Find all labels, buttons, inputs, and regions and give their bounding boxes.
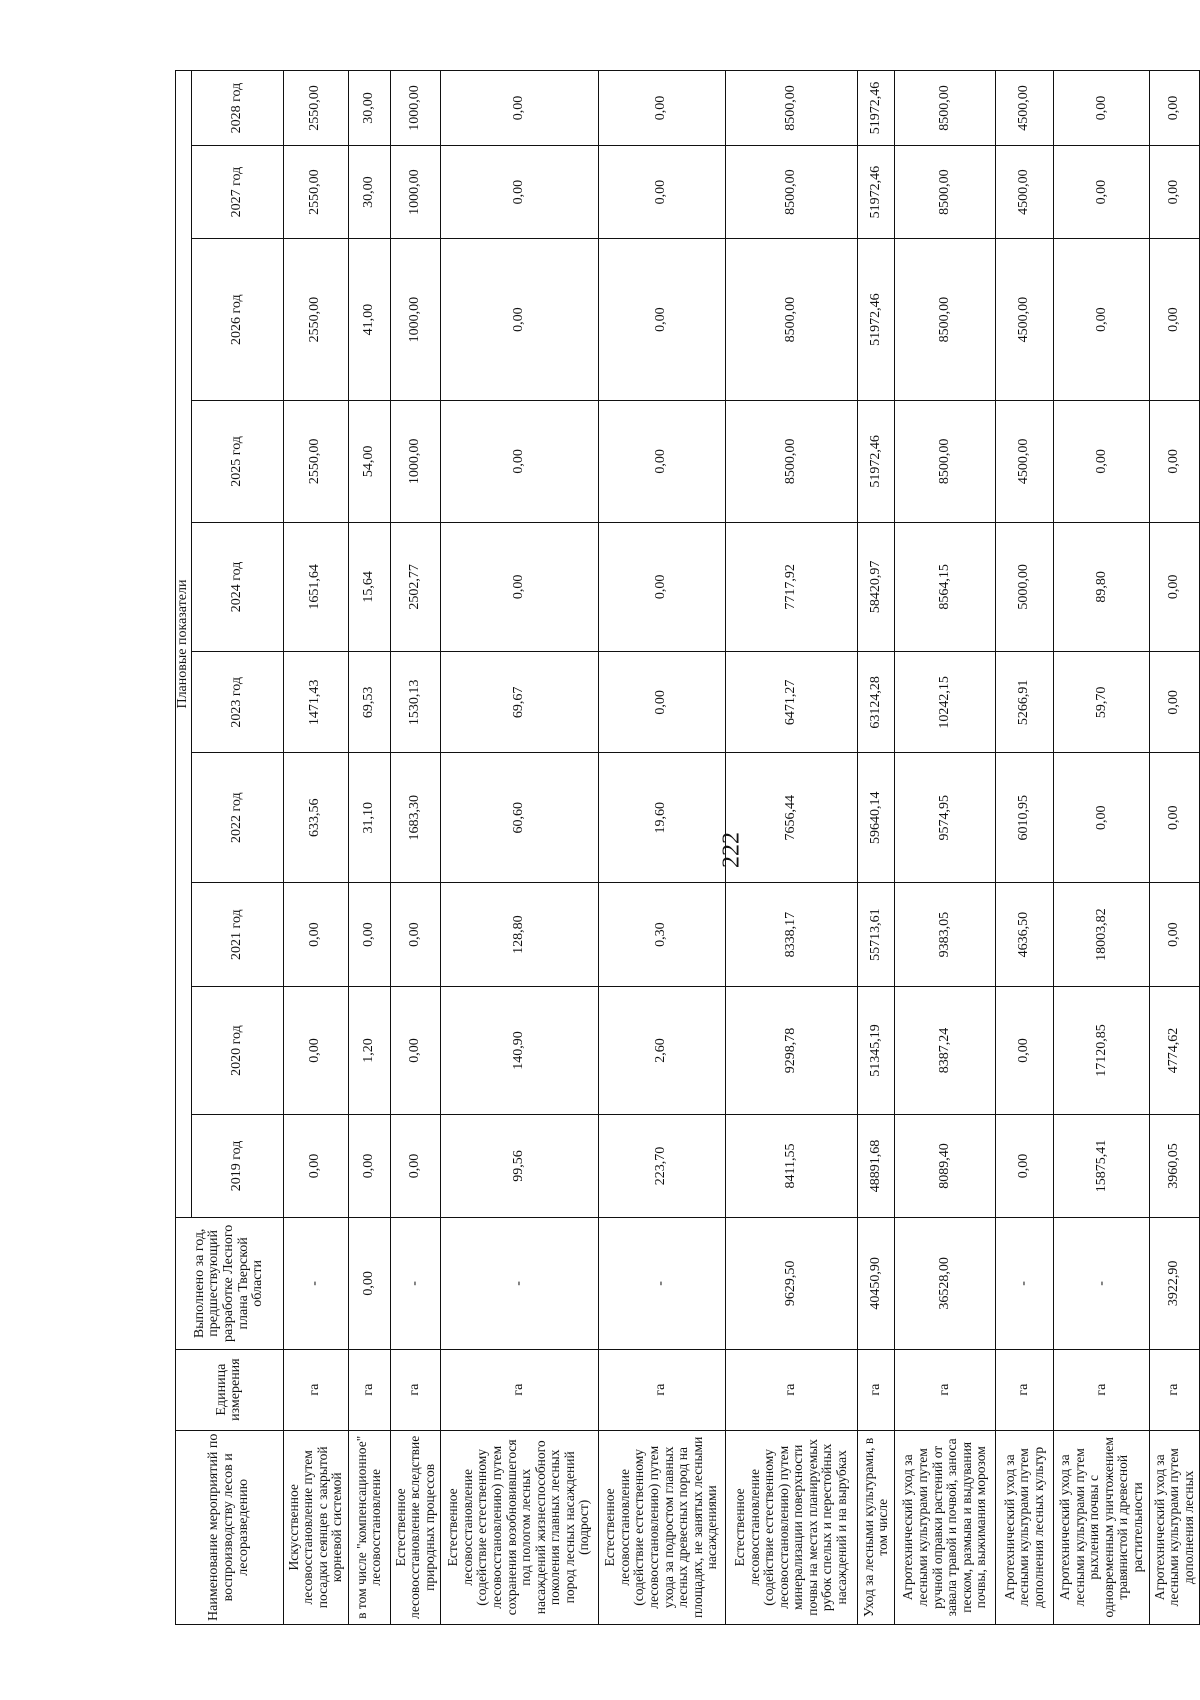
row-value: 10242,15 — [895, 652, 996, 753]
row-value: 18003,82 — [1054, 883, 1150, 987]
rotated-table-wrapper — [175, 70, 1200, 1625]
row-value: 19,60 — [598, 753, 725, 883]
row-value: 8338,17 — [725, 883, 858, 987]
row-value: 6010,95 — [996, 753, 1054, 883]
header-year: 2019 год — [191, 1114, 283, 1217]
row-value: 8387,24 — [895, 987, 996, 1115]
row-value: 0,00 — [598, 239, 725, 401]
header-done: Выполнено за год, предшествующий разработке Лесного плана Тверской области — [176, 1218, 284, 1350]
row-value: 3960,05 — [1150, 1114, 1200, 1217]
row-done: 9629,50 — [725, 1218, 858, 1350]
row-value: 89,80 — [1054, 522, 1150, 652]
row-unit: га — [1054, 1349, 1150, 1430]
row-value: 0,00 — [1150, 401, 1200, 522]
row-unit: га — [440, 1349, 598, 1430]
row-unit: га — [1150, 1349, 1200, 1430]
row-value: 0,00 — [598, 652, 725, 753]
row-value: 0,00 — [283, 987, 348, 1115]
row-value: 4500,00 — [996, 401, 1054, 522]
row-unit: га — [348, 1349, 390, 1430]
row-value: 2502,77 — [391, 522, 441, 652]
row-value: 9383,05 — [895, 883, 996, 987]
row-value: 0,00 — [440, 146, 598, 239]
row-value: 59640,14 — [858, 753, 895, 883]
table-row — [348, 71, 390, 1625]
row-value: 0,00 — [1054, 71, 1150, 146]
row-value: 0,00 — [598, 71, 725, 146]
row-name: в том числе "компенсационное" лесовосстановление — [348, 1430, 390, 1624]
row-value: 8500,00 — [895, 239, 996, 401]
row-value: 4500,00 — [996, 71, 1054, 146]
row-unit: га — [725, 1349, 858, 1430]
table-row — [283, 71, 348, 1625]
row-value: 0,00 — [391, 1114, 441, 1217]
row-value: 0,00 — [598, 146, 725, 239]
header-year: 2025 год — [191, 401, 283, 522]
row-value: 63124,28 — [858, 652, 895, 753]
row-value: 0,00 — [391, 987, 441, 1115]
row-value: 59,70 — [1054, 652, 1150, 753]
row-value: 1,20 — [348, 987, 390, 1115]
row-value: 31,10 — [348, 753, 390, 883]
row-value: 48891,68 — [858, 1114, 895, 1217]
row-value: 8500,00 — [725, 239, 858, 401]
row-value: 6471,27 — [725, 652, 858, 753]
row-name: Агротехнический уход за лесными культурами путем ручной оправки растений от завала травой и почвой, заноса песком, размыва и выдувания почвы, выжимания морозом — [895, 1430, 996, 1624]
row-value: 54,00 — [348, 401, 390, 522]
row-value: 8500,00 — [725, 146, 858, 239]
row-value: 0,00 — [1054, 239, 1150, 401]
row-value: 0,00 — [440, 71, 598, 146]
table-row — [895, 71, 996, 1625]
row-value: 60,60 — [440, 753, 598, 883]
row-value: 0,00 — [440, 239, 598, 401]
row-value: 0,00 — [283, 883, 348, 987]
row-value: 9298,78 — [725, 987, 858, 1115]
row-value: 0,00 — [996, 987, 1054, 1115]
row-value: 0,00 — [1150, 239, 1200, 401]
row-done: 40450,90 — [858, 1218, 895, 1350]
row-done: 36528,00 — [895, 1218, 996, 1350]
row-value: 9574,95 — [895, 753, 996, 883]
row-value: 8500,00 — [895, 401, 996, 522]
row-value: 8564,15 — [895, 522, 996, 652]
header-unit: Единица измерения — [176, 1349, 284, 1430]
row-value: 1000,00 — [391, 239, 441, 401]
row-value: 51972,46 — [858, 71, 895, 146]
row-value: 41,00 — [348, 239, 390, 401]
row-value: 4500,00 — [996, 239, 1054, 401]
row-value: 69,53 — [348, 652, 390, 753]
row-unit: га — [391, 1349, 441, 1430]
row-value: 4774,62 — [1150, 987, 1200, 1115]
row-value: 0,00 — [1150, 71, 1200, 146]
row-value: 0,00 — [1054, 753, 1150, 883]
row-value: 8411,55 — [725, 1114, 858, 1217]
row-name: Агротехнический уход за лесными культурами путем дополнения лесных культур — [996, 1430, 1054, 1624]
row-value: 17120,85 — [1054, 987, 1150, 1115]
row-unit: га — [996, 1349, 1054, 1430]
row-name: Естественное лесовосстановление (содействие естественному лесовосстановлению) путем сохранения возобновившегося под пологом лесных насаждений жизнеспособного поколения главных лесных пород лесных насаждений (подрост) — [440, 1430, 598, 1624]
row-value: 8500,00 — [895, 146, 996, 239]
row-value: 1530,13 — [391, 652, 441, 753]
row-done: - — [996, 1218, 1054, 1350]
row-value: 140,90 — [440, 987, 598, 1115]
row-value: 1000,00 — [391, 401, 441, 522]
table-row — [440, 71, 598, 1625]
table-row — [996, 71, 1054, 1625]
row-value: 69,67 — [440, 652, 598, 753]
row-value: 128,80 — [440, 883, 598, 987]
row-name: Естественное лесовосстановление вследствие природных процессов — [391, 1430, 441, 1624]
row-name: Естественное лесовосстановление (содействие естественному лесовосстановлению) путем ухода за подростом главных лесных древесных пород на площадях, не занятых лесными насаждениями — [598, 1430, 725, 1624]
row-value: 7656,44 — [725, 753, 858, 883]
header-year: 2021 год — [191, 883, 283, 987]
row-value: 4500,00 — [996, 146, 1054, 239]
row-name: Агротехнический уход за лесными культурами путем дополнения лесных — [1150, 1430, 1200, 1624]
row-value: 0,00 — [1150, 753, 1200, 883]
row-value: 1471,43 — [283, 652, 348, 753]
row-value: 0,00 — [391, 883, 441, 987]
row-value: 8500,00 — [725, 71, 858, 146]
row-value: 2550,00 — [283, 71, 348, 146]
row-name: Искусственное лесовосстановление путем посадки сеянцев с закрытой корневой системой — [283, 1430, 348, 1624]
row-unit: га — [858, 1349, 895, 1430]
row-value: 0,00 — [1150, 883, 1200, 987]
row-value: 1000,00 — [391, 146, 441, 239]
row-value: 30,00 — [348, 71, 390, 146]
row-value: 0,00 — [1054, 401, 1150, 522]
row-value: 7717,92 — [725, 522, 858, 652]
header-year: 2024 год — [191, 522, 283, 652]
row-value: 1683,30 — [391, 753, 441, 883]
header-name: Наименование мероприятий по воспроизводству лесов и лесоразведению — [176, 1430, 284, 1624]
row-value: 5266,91 — [996, 652, 1054, 753]
header-year: 2022 год — [191, 753, 283, 883]
header-year: 2026 год — [191, 239, 283, 401]
row-name: Уход за лесными культурами, в том числе — [858, 1430, 895, 1624]
row-value: 15,64 — [348, 522, 390, 652]
row-value: 0,00 — [440, 401, 598, 522]
row-value: 2,60 — [598, 987, 725, 1115]
row-done: - — [391, 1218, 441, 1350]
row-value: 51972,46 — [858, 401, 895, 522]
row-value: 15875,41 — [1054, 1114, 1150, 1217]
row-value: 8500,00 — [725, 401, 858, 522]
row-done: - — [598, 1218, 725, 1350]
row-unit: га — [895, 1349, 996, 1430]
row-value: 0,00 — [440, 522, 598, 652]
row-value: 0,00 — [1150, 146, 1200, 239]
row-done: - — [283, 1218, 348, 1350]
row-value: 2550,00 — [283, 239, 348, 401]
header-year: 2027 год — [191, 146, 283, 239]
row-value: 0,00 — [996, 1114, 1054, 1217]
row-value: 8500,00 — [895, 71, 996, 146]
row-value: 99,56 — [440, 1114, 598, 1217]
header-year: 2020 год — [191, 987, 283, 1115]
row-value: 51345,19 — [858, 987, 895, 1115]
row-done: 0,00 — [348, 1218, 390, 1350]
row-done: - — [440, 1218, 598, 1350]
row-done: 3922,90 — [1150, 1218, 1200, 1350]
row-value: 2550,00 — [283, 146, 348, 239]
table-row — [1150, 71, 1200, 1625]
forest-plan-table — [175, 70, 1200, 1625]
row-value: 0,00 — [598, 522, 725, 652]
row-unit: га — [283, 1349, 348, 1430]
row-value: 30,00 — [348, 146, 390, 239]
table-row — [1054, 71, 1150, 1625]
header-year: 2028 год — [191, 71, 283, 146]
row-value: 58420,97 — [858, 522, 895, 652]
row-value: 5000,00 — [996, 522, 1054, 652]
header-year: 2023 год — [191, 652, 283, 753]
row-done: - — [1054, 1218, 1150, 1350]
row-name: Агротехнический уход за лесными культурами путем рыхления почвы с одновременным уничтожением травянистой и древесной растительности — [1054, 1430, 1150, 1624]
row-value: 55713,61 — [858, 883, 895, 987]
row-value: 1000,00 — [391, 71, 441, 146]
row-value: 0,00 — [348, 883, 390, 987]
page-number: 222 — [718, 832, 745, 868]
table-row — [598, 71, 725, 1625]
row-value: 1651,64 — [283, 522, 348, 652]
row-value: 0,00 — [598, 401, 725, 522]
header-plan-group: Плановые показатели — [176, 71, 192, 1218]
row-value: 4636,50 — [996, 883, 1054, 987]
row-value: 0,00 — [348, 1114, 390, 1217]
table-row — [858, 71, 895, 1625]
row-value: 633,56 — [283, 753, 348, 883]
row-value: 0,00 — [1150, 652, 1200, 753]
row-value: 2550,00 — [283, 401, 348, 522]
row-value: 51972,46 — [858, 146, 895, 239]
row-value: 0,00 — [1054, 146, 1150, 239]
table-row — [725, 71, 858, 1625]
row-value: 51972,46 — [858, 239, 895, 401]
row-value: 223,70 — [598, 1114, 725, 1217]
row-value: 0,30 — [598, 883, 725, 987]
row-unit: га — [598, 1349, 725, 1430]
row-value: 8089,40 — [895, 1114, 996, 1217]
row-value: 0,00 — [1150, 522, 1200, 652]
row-value: 0,00 — [283, 1114, 348, 1217]
row-name: Естественное лесовосстановление (содействие естественному лесовосстановлению) путем минерализации поверхности почвы на местах планируемых рубок спелых и перестойных насаждений и на вырубках — [725, 1430, 858, 1624]
table-row — [391, 71, 441, 1625]
